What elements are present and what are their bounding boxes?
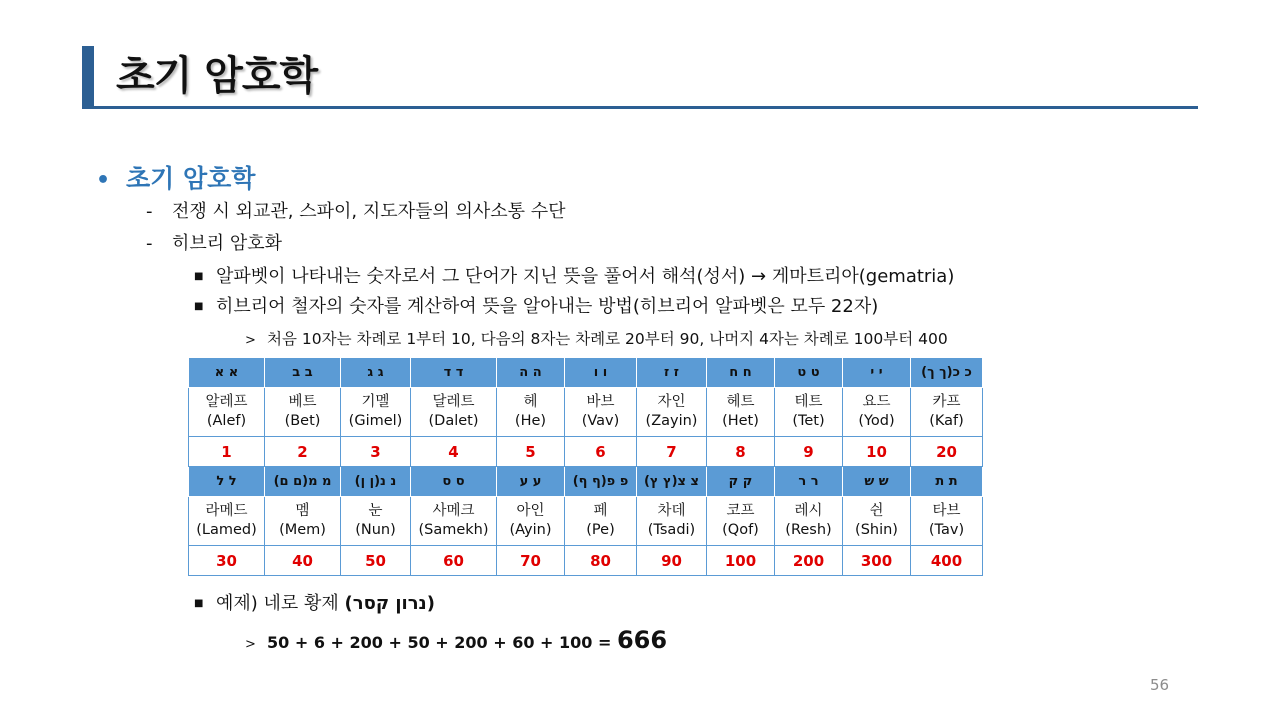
letter-name-cell [707, 388, 775, 437]
hebrew-letter-cell: ו ו [565, 358, 637, 388]
hebrew-letter-cell: נ נ(ן ן) [341, 467, 411, 497]
korean-name: 달레트 [432, 394, 475, 410]
hebrew-letter-cell: ל ל [189, 467, 265, 497]
hebrew-letter-cell: ש ש [843, 467, 911, 497]
letter-name-cell [189, 497, 265, 546]
dash-marker: - [146, 233, 153, 254]
numeric-value-cell: 2 [265, 437, 341, 467]
hebrew-letter-cell: ח ח [707, 358, 775, 388]
korean-name: 멤 [295, 503, 310, 519]
hebrew-letter-cell: ה ה [497, 358, 565, 388]
numeric-value-cell: 200 [775, 546, 843, 576]
english-name: (Shin) [855, 522, 898, 538]
numeric-value-cell: 3 [341, 437, 411, 467]
heading-text: 초기 암호학 [126, 164, 256, 193]
english-name: (Qof) [722, 522, 759, 538]
hebrew-letter-cell: ג ג [341, 358, 411, 388]
letter-name-cell [265, 388, 341, 437]
detail-text: 처음 10자는 차례로 1부터 10, 다음의 8자는 차례로 20부터 90, 나머지 4자는 차례로 100부터 400 [267, 330, 948, 348]
numeric-value-cell: 6 [565, 437, 637, 467]
english-name: (Bet) [284, 413, 321, 429]
hebrew-letter-cell: ד ד [411, 358, 497, 388]
arrow-marker-icon: > [245, 333, 256, 348]
letter-name-cell [411, 497, 497, 546]
letter-name-cell [637, 497, 707, 546]
calculation-line [245, 624, 667, 661]
letter-name-cell [565, 388, 637, 437]
square-bullet-icon: ■ [194, 598, 204, 609]
english-name: (Nun) [355, 522, 396, 538]
numeric-value-cell: 80 [565, 546, 637, 576]
hebrew-letter-cell: י י [843, 358, 911, 388]
hebrew-letter-cell: צ צ(ץ ץ) [637, 467, 707, 497]
numeric-value-cell: 400 [911, 546, 983, 576]
hebrew-letter-cell: א א [189, 358, 265, 388]
square-bullet-icon: ■ [194, 301, 204, 312]
numeric-value-cell: 40 [265, 546, 341, 576]
hebrew-letter-cell: פ פ(ף ף) [565, 467, 637, 497]
example-line [194, 590, 435, 618]
korean-name: 타브 [932, 503, 961, 519]
hebrew-alphabet-table [188, 357, 983, 576]
numeric-value-cell: 4 [411, 437, 497, 467]
hebrew-letter-cell: כ כ(ך ך) [911, 358, 983, 388]
numeric-value-cell: 300 [843, 546, 911, 576]
hebrew-letter-cell: ס ס [411, 467, 497, 497]
english-name: (Kaf) [929, 413, 964, 429]
calc-expression: 50 + 6 + 200 + 50 + 200 + 60 + 100 = [267, 633, 617, 652]
letter-name-cell [565, 497, 637, 546]
title-underline [82, 106, 1198, 109]
hebrew-letter-cell: ז ז [637, 358, 707, 388]
letter-name-cell [637, 388, 707, 437]
numeric-value-cell: 10 [843, 437, 911, 467]
hebrew-letter-cell: מ מ(ם ם) [265, 467, 341, 497]
hebrew-letter-cell: ר ר [775, 467, 843, 497]
square-bullet-icon: ■ [194, 271, 204, 282]
numeric-value-cell: 8 [707, 437, 775, 467]
english-name: (Alef) [206, 413, 247, 429]
letter-name-cell [775, 388, 843, 437]
sub-bullet-2 [146, 231, 282, 257]
calc-result: 666 [616, 626, 668, 654]
english-name: (Mem) [279, 522, 326, 538]
hebrew-letter-cell: ט ט [775, 358, 843, 388]
korean-name: 카프 [932, 394, 961, 410]
korean-name: 베트 [288, 394, 317, 410]
bullet-dot-icon: • [96, 168, 111, 193]
english-name: (Vav) [581, 413, 620, 429]
point-1-text: 알파벳이 나타내는 숫자로서 그 단어가 지닌 뜻을 풀어서 해석(성서) → 게마트리아(gematria) [216, 266, 955, 287]
numeric-value-cell: 9 [775, 437, 843, 467]
bullet-heading [96, 162, 255, 198]
letter-name-cell [497, 388, 565, 437]
numeric-value-cell: 70 [497, 546, 565, 576]
korean-name: 차데 [657, 503, 686, 519]
point-2-text: 히브리어 철자의 숫자를 계산하여 뜻을 알아내는 방법(히브리어 알파벳은 모두 22자) [216, 296, 879, 317]
name-row [189, 497, 983, 546]
korean-name: 쉰 [869, 503, 884, 519]
letter-name-cell [341, 388, 411, 437]
numeric-value-cell: 100 [707, 546, 775, 576]
english-name: (Ayin) [509, 522, 552, 538]
numeric-value-cell: 30 [189, 546, 265, 576]
letter-name-cell [265, 497, 341, 546]
letter-name-cell [411, 388, 497, 437]
korean-name: 테트 [794, 394, 823, 410]
letter-row [189, 358, 983, 388]
korean-name: 사메크 [432, 503, 475, 519]
korean-name: 헤 [523, 394, 538, 410]
english-name: (Pe) [586, 522, 615, 538]
example-hebrew-word: (נרון קסר) [344, 593, 435, 614]
korean-name: 라메드 [205, 503, 248, 519]
value-row [189, 546, 983, 576]
numeric-value-cell: 50 [341, 546, 411, 576]
sub-bullet-1-text: 전쟁 시 외교관, 스파이, 지도자들의 의사소통 수단 [172, 201, 566, 222]
numeric-value-cell: 7 [637, 437, 707, 467]
korean-name: 헤트 [726, 394, 755, 410]
letter-name-cell [707, 497, 775, 546]
letter-name-cell [189, 388, 265, 437]
numeric-value-cell: 5 [497, 437, 565, 467]
korean-name: 아인 [516, 503, 545, 519]
letter-name-cell [843, 497, 911, 546]
slide-title: 초기 암호학 [116, 53, 318, 99]
letter-name-cell [775, 497, 843, 546]
numeric-value-cell: 20 [911, 437, 983, 467]
english-name: (Tsadi) [647, 522, 696, 538]
korean-name: 자인 [657, 394, 686, 410]
letter-row [189, 467, 983, 497]
letter-name-cell [497, 497, 565, 546]
letter-name-cell [911, 388, 983, 437]
detail-line [245, 326, 948, 354]
hebrew-letter-cell: ע ע [497, 467, 565, 497]
page-number: 56 [1150, 676, 1170, 694]
english-name: (Dalet) [428, 413, 479, 429]
korean-name: 페 [593, 503, 608, 519]
english-name: (Zayin) [645, 413, 698, 429]
korean-name: 레시 [794, 503, 823, 519]
example-label: 예제) 네로 황제 [216, 593, 345, 614]
english-name: (He) [514, 413, 547, 429]
value-row [189, 437, 983, 467]
korean-name: 코프 [726, 503, 755, 519]
numeric-value-cell: 1 [189, 437, 265, 467]
english-name: (Tet) [792, 413, 825, 429]
dash-marker: - [146, 201, 153, 222]
point-1 [194, 264, 954, 290]
letter-name-cell [843, 388, 911, 437]
korean-name: 알레프 [205, 394, 248, 410]
point-2 [194, 294, 878, 320]
english-name: (Yod) [858, 413, 895, 429]
letter-name-cell [341, 497, 411, 546]
english-name: (Lamed) [196, 522, 257, 538]
sub-bullet-2-text: 히브리 암호화 [172, 233, 283, 254]
numeric-value-cell: 60 [411, 546, 497, 576]
korean-name: 눈 [368, 503, 383, 519]
hebrew-letter-cell: ב ב [265, 358, 341, 388]
english-name: (Resh) [785, 522, 832, 538]
name-row [189, 388, 983, 437]
korean-name: 요드 [862, 394, 891, 410]
letter-name-cell [911, 497, 983, 546]
sub-bullet-1 [146, 199, 566, 225]
hebrew-letter-cell: ת ת [911, 467, 983, 497]
korean-name: 기멜 [361, 394, 390, 410]
english-name: (Het) [722, 413, 759, 429]
english-name: (Samekh) [418, 522, 489, 538]
arrow-marker-icon: > [245, 637, 256, 652]
english-name: (Tav) [928, 522, 965, 538]
title-accent-bar [82, 46, 94, 108]
hebrew-letter-cell: ק ק [707, 467, 775, 497]
english-name: (Gimel) [348, 413, 403, 429]
numeric-value-cell: 90 [637, 546, 707, 576]
korean-name: 바브 [586, 394, 615, 410]
